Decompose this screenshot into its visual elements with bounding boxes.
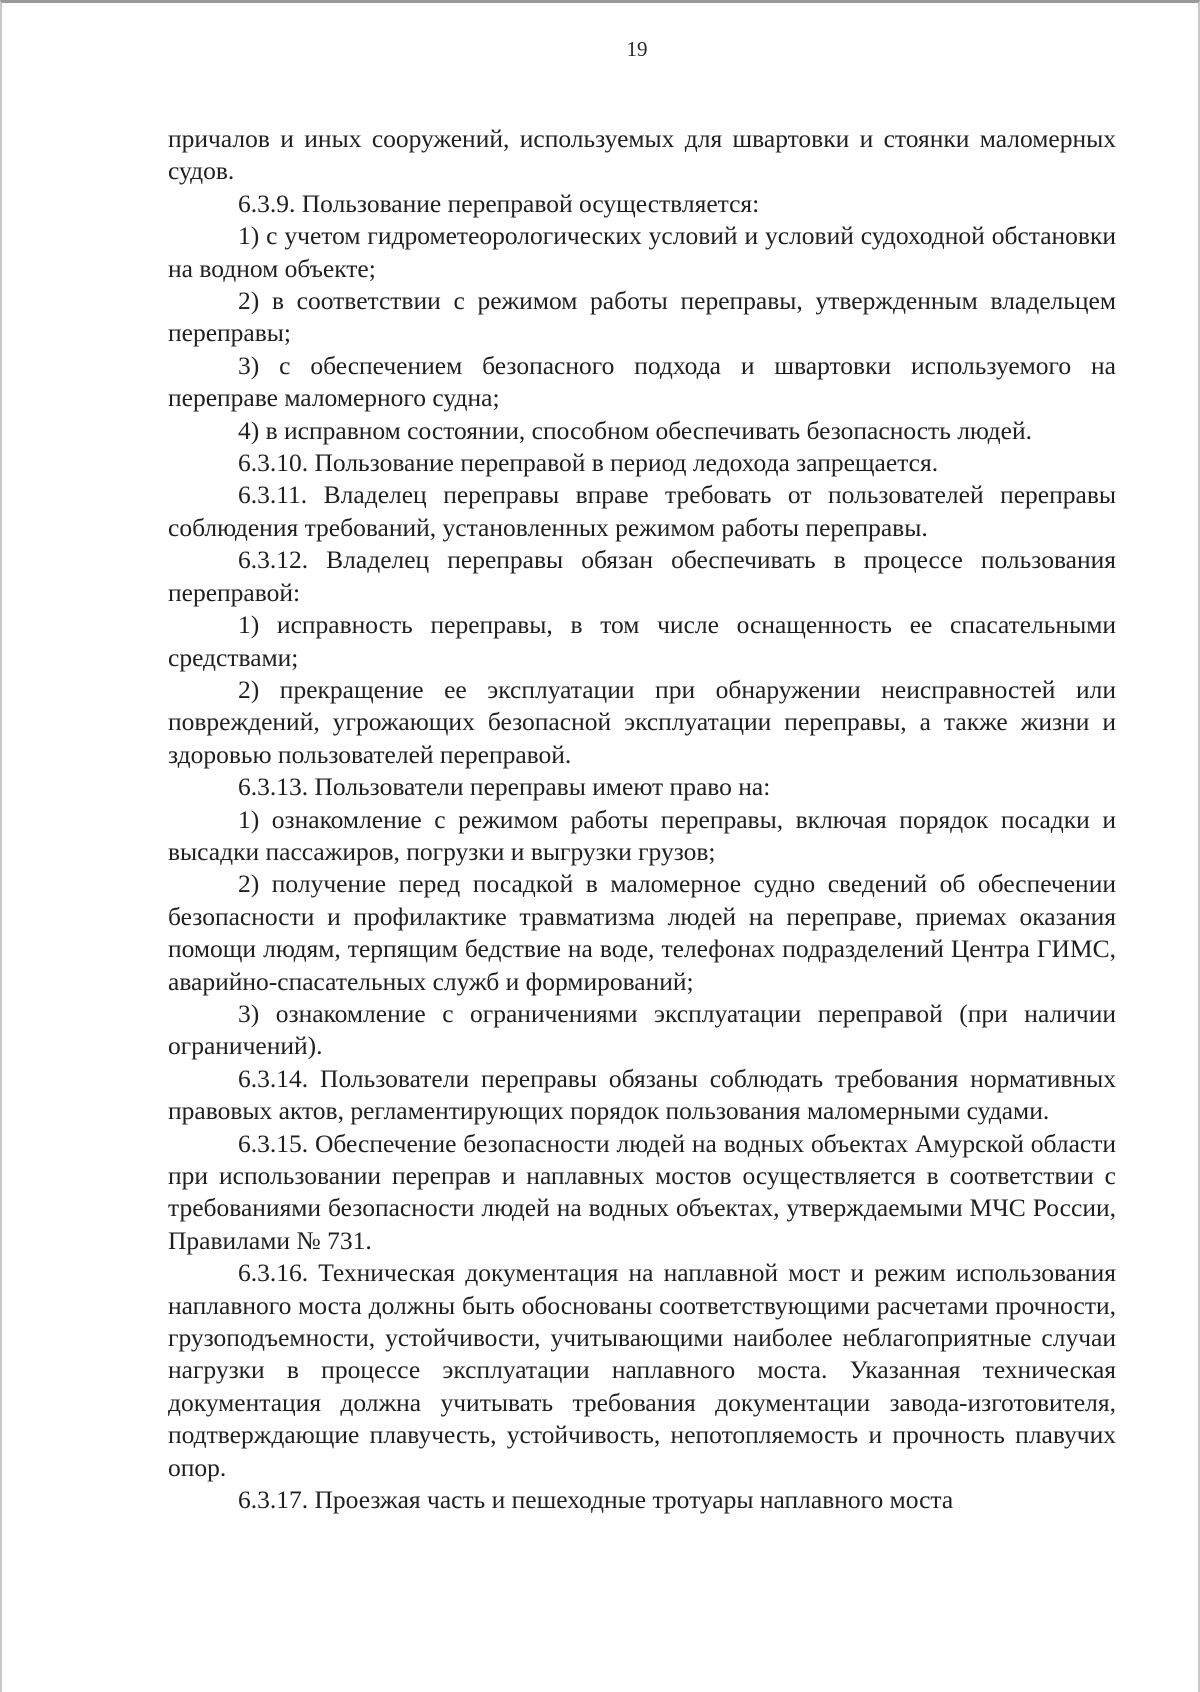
paragraph-continuation: причалов и иных сооружений, используемых для швартовки и стоянки маломерных судов. xyxy=(168,124,1116,186)
list-item-6-3-9-1: 1) с учетом гидрометеорологических условий и условий судоходной обстановки на водном объекте; xyxy=(168,221,1116,283)
paragraph-6-3-9: 6.3.9. Пользование переправой осуществляется: xyxy=(238,188,760,218)
paragraph-6-3-11: 6.3.11. Владелец переправы вправе требовать от пользователей переправы соблюдения требований, установленных режимом работы переправы. xyxy=(168,480,1116,542)
paragraph-6-3-15: 6.3.15. Обеспечение безопасности людей на водных объектах Амурской области при использовании переправ и наплавных мостов осуществляется в соответствии с требованиями безопасности людей на водных объектах, утверждаемыми МЧС России, Правилами № 731. xyxy=(168,1128,1116,1255)
page-number: 19 xyxy=(626,37,648,61)
list-item-6-3-13-1: 1) ознакомление с режимом работы переправы, включая порядок посадки и высадки пассажиров, погрузки и выгрузки грузов; xyxy=(168,804,1116,866)
paragraph-6-3-10: 6.3.10. Пользование переправой в период ледохода запрещается. xyxy=(238,448,939,478)
paragraph-6-3-16: 6.3.16. Техническая документация на наплавной мост и режим использования наплавного моста должны быть обоснованы соответствующими расчетами прочности, грузоподъемности, устойчивости, учитывающими наиболее неблагоприятные случаи нагрузки в процессе эксплуатации наплавного моста. Указанная техническая документация должна учитывать требования документации завода-изготовителя, подтверждающие плавучесть, устойчивость, непотопляемость и прочность плавучих опор. xyxy=(168,1258,1116,1482)
document-body xyxy=(168,123,1116,1516)
list-item-6-3-13-2: 2) получение перед посадкой в маломерное судно сведений об обеспечении безопасности и профилактике травматизма людей на переправе, приемах оказания помощи людям, терпящим бедствие на воде, телефонах подразделений Центра ГИМС, аварийно-спасательных служб и формирований; xyxy=(168,869,1116,996)
list-item-6-3-9-4: 4) в исправном состоянии, способном обеспечивать безопасность людей. xyxy=(238,415,1032,445)
paragraph-6-3-14: 6.3.14. Пользователи переправы обязаны соблюдать требования нормативных правовых актов, регламентирующих порядок пользования маломерными судами. xyxy=(168,1063,1116,1126)
list-item-6-3-13-3: 3) ознакомление с ограничениями эксплуатации переправой (при наличии ограничений). xyxy=(168,998,1116,1061)
list-item-6-3-12-1: 1) исправность переправы, в том числе оснащенность ее спасательными средствами; xyxy=(168,610,1116,672)
paragraph-6-3-13: 6.3.13. Пользователи переправы имеют право на: xyxy=(238,772,771,802)
paragraph-6-3-12: 6.3.12. Владелец переправы обязан обеспечивать в процессе пользования переправой: xyxy=(168,545,1116,607)
list-item-6-3-9-3: 3) с обеспечением безопасного подхода и швартовки используемого на переправе маломерного судна; xyxy=(168,350,1116,413)
list-item-6-3-9-2: 2) в соответствии с режимом работы переправы, утвержденным владельцем переправы; xyxy=(168,286,1116,348)
list-item-6-3-12-2: 2) прекращение ее эксплуатации при обнаружении неисправностей или повреждений, угрожающих безопасной эксплуатации переправы, а также жизни и здоровью пользователей переправой. xyxy=(168,674,1116,769)
paragraph-6-3-17: 6.3.17. Проезжая часть и пешеходные тротуары наплавного моста xyxy=(238,1485,954,1515)
